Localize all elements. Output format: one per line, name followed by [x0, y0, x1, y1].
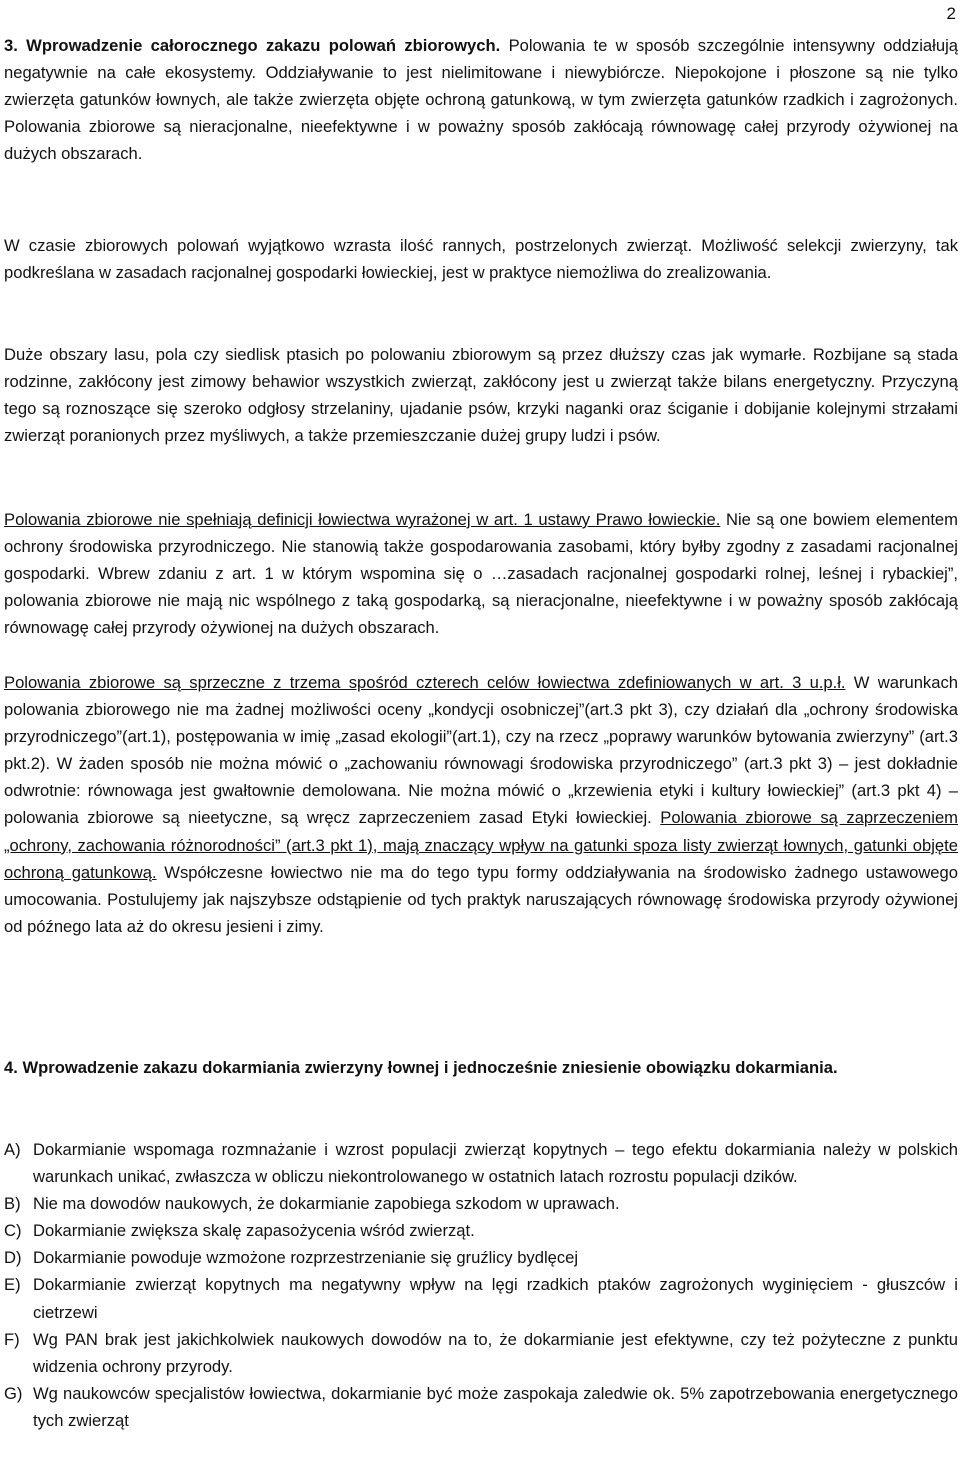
- section-3-intro: 3. Wprowadzenie całorocznego zakazu polowań zbiorowych. Polowania te w sposób szczególnie intensywny oddziałują negatywnie na całe ekosystemy. Oddziaływanie to jest nielimitowane i niewybiórcze. Niepokojone i płoszone są nie tylko zwierzęta gatunków łownych, ale także zwierzęta objęte ochroną gatunkową, w tym zwierzęta gatunków rzadkich i zagrożonych. Polowania zbiorowe są nieracjonalne, nieefektywne i w poważny sposób zakłócają równowagę całej przyrody ożywionej na dużych obszarach.: [4, 36, 958, 164]
- list-item: E) Dokarmianie zwierząt kopytnych ma negatywny wpływ na lęgi rzadkich ptaków zagrożonych wyginięciem - głuszców i cietrzewi: [4, 1275, 958, 1322]
- section-3-paragraph-5: Polowania zbiorowe są sprzeczne z trzema spośród czterech celów łowiectwa zdefiniowanych w art. 3 u.p.ł. W warunkach polowania zbiorowego nie ma żadnej możliwości oceny „kondycji osobniczej”(art.3 pkt 3), czy działań dla „ochrony środowiska przyrodniczego”(art.1), postępowania w imię „zasad ekologii”(art.1), czy na rzecz „poprawy warunków bytowania zwierzyny” (art.3 pkt.2). W żaden sposób nie można mówić o „zachowaniu równowagi środowiska przyrodniczego” (art.3 pkt 3) – jest dokładnie odwrotnie: równowaga jest gwałtownie demolowana. Nie można mówić o „krzewienia etyki i kultury łowieckiej” (art.3 pkt 4) – polowania zbiorowe są nieetyczne, są wręcz zaprzeczeniem zasad Etyki łowieckiej. Polowania zbiorowe są zaprzeczeniem „ochrony, zachowania różnorodności” (art.3 pkt 1), mają znaczący wpływ na gatunki spoza listy zwierząt łownych, gatunki objęte ochroną gatunkową. Współczesne łowiectwo nie ma do tego typu formy oddziaływania na środowisko żadnego ustawowego umocowania. Postulujemy jak najszybsze odstąpienie od tych praktyk naruszających równowagę środowiska przyrody ożywionej od późnego lata aż do okresu jesieni i zimy.: [4, 673, 959, 936]
- section-4-heading: 4. Wprowadzenie zakazu dokarmiania zwierzyny łownej i jednocześnie zniesienie obowiązku dokarmiania.: [4, 1058, 838, 1077]
- page-number: 2: [946, 4, 956, 23]
- section-3-paragraph-4: Polowania zbiorowe nie spełniają definicji łowiectwa wyrażonej w art. 1 ustawy Prawo łowieckie. Nie są one bowiem elementem ochrony środowiska przyrodniczego. Nie stanowią także gospodarowania zasobami, który byłby zgodny z zasadami racjonalnej gospodarki. Wbrew zdaniu z art. 1 w którym wspomina się o …zasadach racjonalnej gospodarki rolnej, leśnej i rybackiej”, polowania zbiorowe nie mają nic wspólnego z taką gospodarką, są nieracjonalne, nieefektywne i w poważny sposób zakłócają równowagę całej przyrody ożywionej na dużych obszarach.: [4, 510, 958, 638]
- section-3-paragraph-3: Duże obszary lasu, pola czy siedlisk ptasich po polowaniu zbiorowym są przez dłuższy czas jak wymarłe. Rozbijane są stada rodzinne, zakłócony jest zimowy behawior wszystkich zwierząt, zakłócony jest u zwierząt także bilans energetyczny. Przyczyną tego są roznoszące się szeroko odgłosy strzelaniny, ujadanie psów, krzyki naganki oraz ściganie i dobijanie kolejnymi strzałami zwierząt poranionych przez myśliwych, a także przemieszczanie dużej grupy ludzi i psów.: [4, 345, 958, 446]
- list-item: C) Dokarmianie zwiększa skalę zapasożycenia wśród zwierząt.: [4, 1221, 475, 1241]
- list-item: A) Dokarmianie wspomaga rozmnażanie i wzrost populacji zwierząt kopytnych – tego efektu dokarmiania należy w polskich warunkach unikać, zwłaszcza w obliczu niekontrolowanego w ostatnich latach rozrostu populacji dzików.: [4, 1140, 958, 1187]
- section-3-heading: 3. Wprowadzenie całorocznego zakazu polowań zbiorowych.: [4, 36, 501, 55]
- list-item: D) Dokarmianie powoduje wzmożone rozprzestrzenianie się gruźlicy bydlęcej: [4, 1248, 579, 1268]
- list-item: F) Wg PAN brak jest jakichkolwiek naukowych dowodów na to, że dokarmianie jest efektywne, czy też pożyteczne z punktu widzenia ochrony przyrody.: [4, 1329, 958, 1376]
- section-4-list: [4, 1136, 958, 1434]
- section-3-paragraph-2: W czasie zbiorowych polowań wyjątkowo wzrasta ilość rannych, postrzelonych zwierząt. Możliwość selekcji zwierzyny, tak podkreślana w zasadach racjonalnej gospodarki łowieckiej, jest w praktyce niemożliwa do zrealizowania.: [4, 236, 958, 283]
- list-item: G) Wg naukowców specjalistów łowiectwa, dokarmianie być może zaspokaja zaledwie ok. 5% zapotrzebowania energetycznego tych zwierząt: [4, 1383, 958, 1430]
- list-item: B) Nie ma dowodów naukowych, że dokarmianie zapobiega szkodom w uprawach.: [4, 1194, 620, 1214]
